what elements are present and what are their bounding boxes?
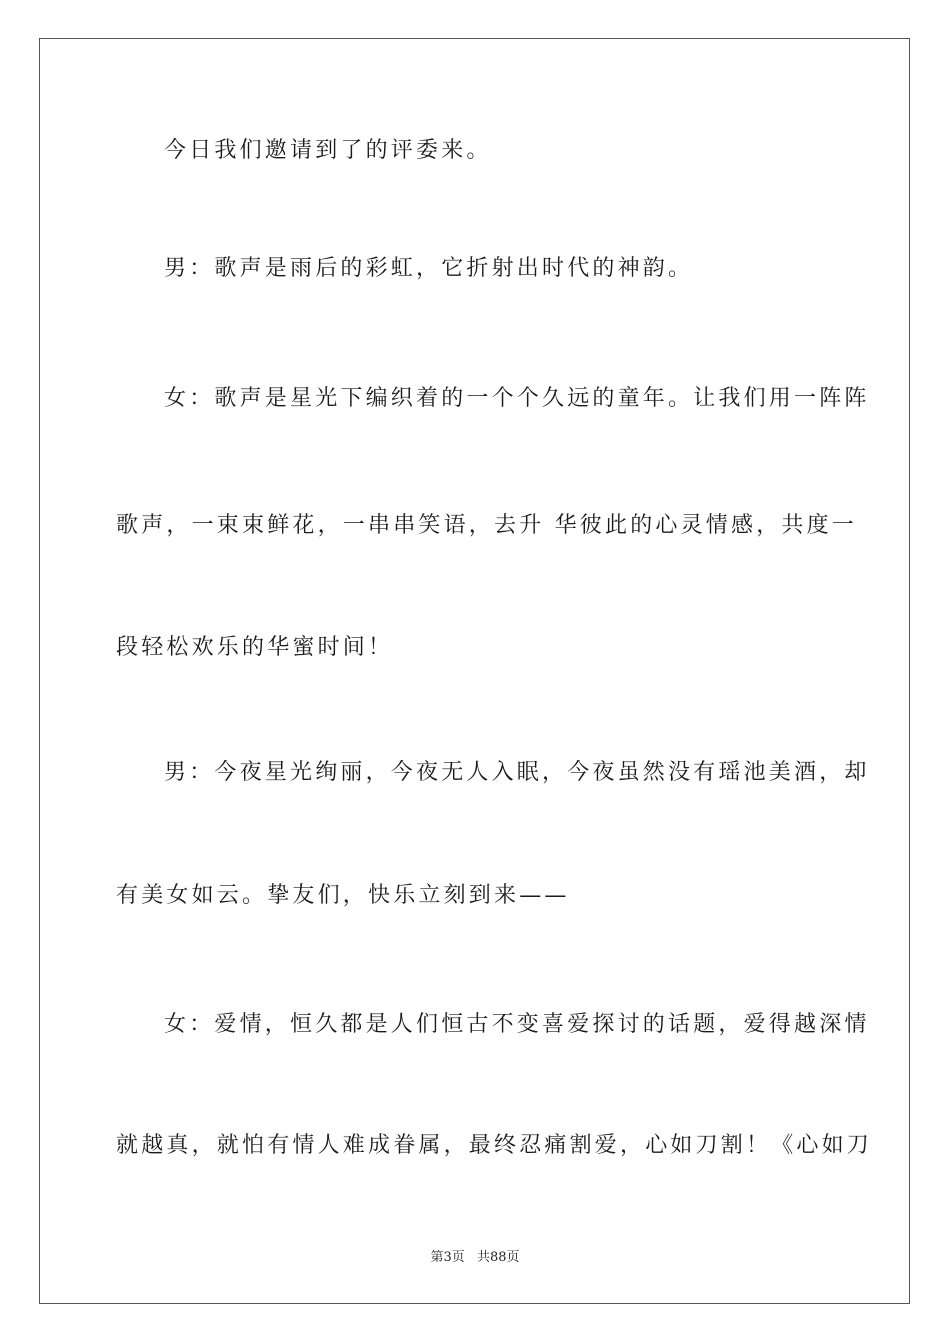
paragraph-line: 有美女如云。挚友们，快乐立刻到来—— xyxy=(116,883,570,908)
page-total: 共88页 xyxy=(476,1250,520,1265)
paragraph-line: 男：歌声是雨后的彩虹，它折射出时代的神韵。 xyxy=(164,256,694,281)
paragraph-line: 就越真，就怕有情人难成眷属，最终忍痛割爱，心如刀割！《心如刀 xyxy=(116,1133,873,1158)
paragraph-line: 歌声，一束束鲜花，一串串笑语，去升 华彼此的心灵情感，共度一 xyxy=(116,513,857,538)
paragraph-line: 段轻松欢乐的华蜜时间！ xyxy=(116,635,394,660)
page-border xyxy=(39,38,910,1304)
page-number: 第3页 xyxy=(430,1250,465,1265)
paragraph-line: 男：今夜星光绚丽，今夜无人入眠，今夜虽然没有瑶池美酒，却 xyxy=(164,760,870,785)
page-footer xyxy=(0,1246,950,1265)
paragraph-line: 女：歌声是星光下编织着的一个个久远的童年。让我们用一阵阵 xyxy=(164,386,870,411)
paragraph-line: 今日我们邀请到了的评委来。 xyxy=(164,138,492,163)
paragraph-line: 女：爱情，恒久都是人们恒古不变喜爱探讨的话题，爱得越深情 xyxy=(164,1012,870,1037)
